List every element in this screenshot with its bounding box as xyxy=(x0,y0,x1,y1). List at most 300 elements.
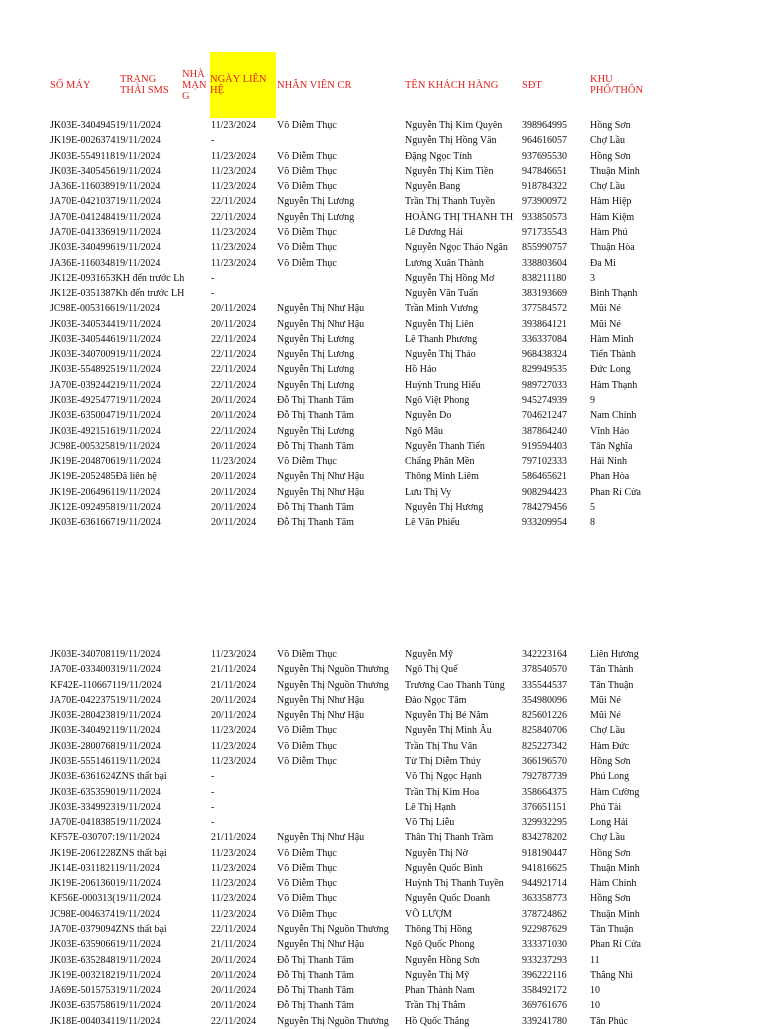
cell-nhan-vien[interactable]: Đỗ Thị Thanh Tâm xyxy=(277,954,354,966)
cell-so-may-trang-thai[interactable]: JK03E-554892519/11/2024 xyxy=(50,364,161,376)
table-row[interactable] xyxy=(0,891,768,906)
cell-ten-khach-hang[interactable]: Từ Thị Diễm Thúy xyxy=(405,755,481,767)
cell-sdt[interactable]: 792787739 xyxy=(522,771,567,783)
cell-ten-khach-hang[interactable]: Chẩng Phăn Mền xyxy=(405,456,475,468)
cell-khu-pho[interactable]: 9 xyxy=(590,395,595,407)
cell-nhan-vien[interactable]: Đỗ Thị Thanh Tâm xyxy=(277,517,354,529)
cell-ten-khach-hang[interactable]: HOÀNG THỊ THANH TH xyxy=(405,211,514,223)
cell-ngay-lien-he[interactable]: - xyxy=(211,801,215,813)
table-row[interactable] xyxy=(0,149,768,164)
cell-ngay-lien-he[interactable]: 11/23/2024 xyxy=(211,181,257,193)
cell-sdt[interactable]: 339241780 xyxy=(522,1015,567,1027)
cell-ten-khach-hang[interactable]: Trương Cao Thanh Tùng xyxy=(405,679,505,691)
cell-ngay-lien-he[interactable]: 20/11/2024 xyxy=(211,502,257,513)
cell-so-may-trang-thai[interactable]: JK03E-280076819/11/2024 xyxy=(50,740,161,752)
cell-ngay-lien-he[interactable]: 11/23/2024 xyxy=(211,150,257,162)
cell-ten-khach-hang[interactable]: Trần Thị Thanh Tuyền xyxy=(405,196,496,208)
table-row[interactable] xyxy=(0,1014,768,1029)
cell-khu-pho[interactable]: Phú Long xyxy=(590,771,630,783)
cell-nhan-vien[interactable]: Nguyễn Thị Nguồn Thương xyxy=(277,1015,389,1027)
cell-khu-pho[interactable]: Hồng Sơn xyxy=(590,755,631,767)
cell-nhan-vien[interactable]: Võ Diễm Thục xyxy=(277,257,337,269)
header-nhan-vien-cr[interactable]: NHÂN VIÊN CR xyxy=(277,79,352,91)
cell-khu-pho[interactable]: Mũi Né xyxy=(590,694,621,706)
cell-so-may-trang-thai[interactable]: JK19E-003218219/11/2024 xyxy=(50,969,161,981)
cell-khu-pho[interactable]: Thuận Minh xyxy=(590,862,640,874)
cell-nhan-vien[interactable]: Võ Diễm Thục xyxy=(277,120,337,131)
cell-sdt[interactable]: 354980096 xyxy=(522,694,567,706)
table-row[interactable] xyxy=(0,861,768,876)
cell-nhan-vien[interactable]: Nguyễn Thị Lương xyxy=(277,211,355,223)
table-row[interactable] xyxy=(0,439,768,454)
cell-khu-pho[interactable]: Tân Nghĩa xyxy=(590,440,633,452)
table-row[interactable] xyxy=(0,800,768,815)
cell-ngay-lien-he[interactable]: 20/11/2024 xyxy=(211,710,257,722)
cell-ngay-lien-he[interactable]: 21/11/2024 xyxy=(211,832,257,844)
cell-so-may-trang-thai[interactable]: JK03E-635004719/11/2024 xyxy=(50,410,161,422)
table-row[interactable] xyxy=(0,194,768,209)
cell-so-may-trang-thai[interactable]: JA70E-0379094ZNS thất bại xyxy=(50,924,167,936)
cell-ten-khach-hang[interactable]: Nguyễn Thị Hương xyxy=(405,502,484,513)
cell-sdt[interactable]: 964616057 xyxy=(522,135,567,147)
cell-ten-khach-hang[interactable]: Lê Thanh Phương xyxy=(405,333,478,345)
table-row[interactable] xyxy=(0,815,768,830)
cell-so-may-trang-thai[interactable]: JA70E-033400319/11/2024 xyxy=(50,664,161,676)
cell-khu-pho[interactable]: 5 xyxy=(590,502,595,513)
cell-ngay-lien-he[interactable]: 20/11/2024 xyxy=(211,969,257,981)
cell-ngay-lien-he[interactable]: 21/11/2024 xyxy=(211,664,257,676)
cell-ngay-lien-he[interactable]: - xyxy=(211,288,215,300)
cell-so-may-trang-thai[interactable]: JA70E-041336919/11/2024 xyxy=(50,226,161,238)
table-row[interactable] xyxy=(0,424,768,439)
cell-khu-pho[interactable]: Chợ Lầu xyxy=(590,135,626,147)
cell-sdt[interactable]: 369761676 xyxy=(522,1000,567,1012)
cell-ngay-lien-he[interactable]: 22/11/2024 xyxy=(211,349,257,361)
cell-so-may-trang-thai[interactable]: JK03E-340708119/11/2024 xyxy=(50,649,161,660)
cell-khu-pho[interactable]: Hồng Sơn xyxy=(590,847,631,859)
cell-khu-pho[interactable]: Mũi Né xyxy=(590,303,621,315)
cell-so-may-trang-thai[interactable]: JK03E-6361624ZNS thất bại xyxy=(50,771,167,783)
cell-sdt[interactable]: 378540570 xyxy=(522,664,567,676)
cell-ngay-lien-he[interactable]: 20/11/2024 xyxy=(211,1000,257,1012)
cell-ten-khach-hang[interactable]: VÕ LƯỢM xyxy=(405,908,452,920)
cell-ngay-lien-he[interactable]: 20/11/2024 xyxy=(211,517,257,529)
cell-nhan-vien[interactable]: Võ Diễm Thục xyxy=(277,847,337,859)
cell-khu-pho[interactable]: 3 xyxy=(590,272,595,284)
cell-khu-pho[interactable]: Phú Tài xyxy=(590,801,622,813)
table-row[interactable] xyxy=(0,693,768,708)
cell-khu-pho[interactable]: Liên Hương xyxy=(590,649,639,660)
header-so-may[interactable]: SỐ MÁY xyxy=(50,79,91,91)
cell-khu-pho[interactable]: Đức Long xyxy=(590,364,631,376)
cell-sdt[interactable]: 784279456 xyxy=(522,502,567,513)
cell-nhan-vien[interactable]: Võ Diễm Thục xyxy=(277,649,337,660)
cell-nhan-vien[interactable]: Nguyễn Thị Lương xyxy=(277,349,355,361)
cell-ngay-lien-he[interactable]: 22/11/2024 xyxy=(211,211,257,223)
cell-ten-khach-hang[interactable]: Thông Minh Liêm xyxy=(405,471,479,483)
cell-khu-pho[interactable]: Hàm Cường xyxy=(590,786,640,798)
cell-sdt[interactable]: 968438324 xyxy=(522,349,567,361)
table-row[interactable] xyxy=(0,922,768,937)
cell-nhan-vien[interactable]: Nguyễn Thị Lương xyxy=(277,379,355,391)
cell-nhan-vien[interactable]: Võ Diễm Thục xyxy=(277,878,337,890)
cell-ngay-lien-he[interactable]: 21/11/2024 xyxy=(211,939,257,951)
cell-khu-pho[interactable]: Phan Hòa xyxy=(590,471,630,483)
table-row[interactable] xyxy=(0,678,768,693)
cell-ngay-lien-he[interactable]: - xyxy=(211,786,215,798)
cell-ten-khach-hang[interactable]: Thân Thị Thanh Trầm xyxy=(405,832,494,844)
cell-nhan-vien[interactable]: Đỗ Thị Thanh Tâm xyxy=(277,395,354,407)
cell-ten-khach-hang[interactable]: Nguyễn Quốc Doanh xyxy=(405,893,490,905)
cell-nhan-vien[interactable]: Nguyễn Thị Như Hậu xyxy=(277,710,365,722)
cell-so-may-trang-thai[interactable]: JA69E-501575319/11/2024 xyxy=(50,985,161,997)
cell-so-may-trang-thai[interactable]: JA70E-042103719/11/2024 xyxy=(50,196,161,208)
cell-khu-pho[interactable]: 11 xyxy=(590,954,600,966)
cell-sdt[interactable]: 989727033 xyxy=(522,379,567,391)
table-row[interactable] xyxy=(0,301,768,316)
cell-khu-pho[interactable]: Mũi Né xyxy=(590,318,621,330)
cell-ten-khach-hang[interactable]: Đào Ngọc Tâm xyxy=(405,694,467,706)
cell-ngay-lien-he[interactable]: 20/11/2024 xyxy=(211,395,257,407)
cell-ten-khach-hang[interactable]: Nguyễn Thị Hồng Vân xyxy=(405,135,497,147)
cell-ten-khach-hang[interactable]: Nguyễn Ngọc Thảo Ngân xyxy=(405,242,508,254)
cell-so-may-trang-thai[interactable]: JA70E-041248419/11/2024 xyxy=(50,211,161,223)
cell-sdt[interactable]: 922987629 xyxy=(522,924,567,936)
cell-ngay-lien-he[interactable]: 20/11/2024 xyxy=(211,303,257,315)
cell-ngay-lien-he[interactable]: 11/23/2024 xyxy=(211,878,257,890)
table-row[interactable] xyxy=(0,907,768,922)
cell-khu-pho[interactable]: Phan Rí Cửa xyxy=(590,486,641,498)
table-row[interactable] xyxy=(0,647,768,662)
cell-so-may-trang-thai[interactable]: JA70E-041838519/11/2024 xyxy=(50,817,161,829)
cell-ngay-lien-he[interactable]: 20/11/2024 xyxy=(211,694,257,706)
cell-so-may-trang-thai[interactable]: JK03E-492547719/11/2024 xyxy=(50,395,161,407)
cell-nhan-vien[interactable]: Võ Diễm Thục xyxy=(277,242,337,254)
cell-khu-pho[interactable]: Tiến Thành xyxy=(590,349,636,361)
cell-nhan-vien[interactable]: Đỗ Thị Thanh Tâm xyxy=(277,985,354,997)
cell-ten-khach-hang[interactable]: Nguyễn Do xyxy=(405,410,452,422)
cell-sdt[interactable]: 336337084 xyxy=(522,333,567,345)
cell-ngay-lien-he[interactable]: 11/23/2024 xyxy=(211,908,257,920)
cell-khu-pho[interactable]: Tân Thành xyxy=(590,664,634,676)
table-row[interactable] xyxy=(0,723,768,738)
table-row[interactable] xyxy=(0,500,768,515)
cell-nhan-vien[interactable]: Võ Diễm Thục xyxy=(277,725,337,737)
cell-ten-khach-hang[interactable]: Nguyễn Thị Thảo xyxy=(405,349,476,361)
cell-so-may-trang-thai[interactable]: JK12E-092495819/11/2024 xyxy=(50,502,161,513)
cell-khu-pho[interactable]: Hồng Sơn xyxy=(590,120,631,131)
cell-sdt[interactable]: 825601226 xyxy=(522,710,567,722)
cell-so-may-trang-thai[interactable]: JK03E-340499619/11/2024 xyxy=(50,242,161,254)
cell-sdt[interactable]: 396222116 xyxy=(522,969,567,981)
cell-ten-khach-hang[interactable]: Huỳnh Thị Thanh Tuyền xyxy=(405,878,504,890)
cell-ten-khach-hang[interactable]: Ngô Quốc Phong xyxy=(405,939,475,951)
cell-ngay-lien-he[interactable]: 11/23/2024 xyxy=(211,725,257,737)
cell-ten-khach-hang[interactable]: Trần Thị Thu Vân xyxy=(405,740,478,752)
cell-nhan-vien[interactable]: Đỗ Thị Thanh Tâm xyxy=(277,1000,354,1012)
cell-nhan-vien[interactable]: Nguyễn Thị Như Hậu xyxy=(277,832,365,844)
cell-ngay-lien-he[interactable]: 22/11/2024 xyxy=(211,1015,257,1027)
table-row[interactable] xyxy=(0,133,768,148)
table-row[interactable] xyxy=(0,708,768,723)
cell-ten-khach-hang[interactable]: Trần Thị Kim Hoa xyxy=(405,786,480,798)
cell-ngay-lien-he[interactable]: 11/23/2024 xyxy=(211,226,257,238)
cell-sdt[interactable]: 855990757 xyxy=(522,242,567,254)
cell-nhan-vien[interactable]: Nguyễn Thị Lương xyxy=(277,196,355,208)
cell-ten-khach-hang[interactable]: Nguyễn Văn Tuấn xyxy=(405,288,479,300)
cell-nhan-vien[interactable]: Võ Diễm Thục xyxy=(277,181,337,193)
table-row[interactable] xyxy=(0,286,768,301)
cell-so-may-trang-thai[interactable]: JK12E-0931653KH đến trước Lh xyxy=(50,272,185,284)
cell-ten-khach-hang[interactable]: Nguyễn Mỹ xyxy=(405,649,454,660)
cell-ngay-lien-he[interactable]: - xyxy=(211,135,215,147)
cell-ten-khach-hang[interactable]: Lê Thị Hạnh xyxy=(405,801,456,813)
cell-ten-khach-hang[interactable]: Nguyễn Thanh Tiến xyxy=(405,440,485,452)
cell-ten-khach-hang[interactable]: Huỳnh Trung Hiếu xyxy=(405,379,481,391)
table-row[interactable] xyxy=(0,164,768,179)
cell-sdt[interactable]: 945274939 xyxy=(522,395,567,407)
table-row[interactable] xyxy=(0,378,768,393)
cell-sdt[interactable]: 937695530 xyxy=(522,150,567,162)
header-nha-mang[interactable]: NHÀ MẠNG xyxy=(182,68,207,102)
cell-so-may-trang-thai[interactable]: JK03E-340544619/11/2024 xyxy=(50,333,161,345)
cell-so-may-trang-thai[interactable]: JK03E-555146119/11/2024 xyxy=(50,755,161,767)
cell-khu-pho[interactable]: Tân Thuận xyxy=(590,679,634,691)
cell-ngay-lien-he[interactable]: 11/23/2024 xyxy=(211,242,257,254)
cell-sdt[interactable]: 383193669 xyxy=(522,288,567,300)
cell-so-may-trang-thai[interactable]: KF56E-000313(19/11/2024 xyxy=(50,893,161,905)
cell-khu-pho[interactable]: Tân Thuận xyxy=(590,924,634,936)
cell-sdt[interactable]: 586465621 xyxy=(522,471,567,483)
cell-so-may-trang-thai[interactable]: JK12E-0351387Kh đến trước LH xyxy=(50,288,185,300)
cell-khu-pho[interactable]: Chợ Lầu xyxy=(590,181,626,193)
cell-nhan-vien[interactable]: Võ Diễm Thục xyxy=(277,740,337,752)
table-row[interactable] xyxy=(0,393,768,408)
cell-khu-pho[interactable]: Phan Rí Cửa xyxy=(590,939,641,951)
cell-sdt[interactable]: 933237293 xyxy=(522,954,567,966)
table-row[interactable] xyxy=(0,210,768,225)
cell-sdt[interactable]: 797102333 xyxy=(522,456,567,468)
cell-ten-khach-hang[interactable]: Nguyễn Thị Mỹ xyxy=(405,969,470,981)
table-row[interactable] xyxy=(0,179,768,194)
cell-sdt[interactable]: 829949535 xyxy=(522,364,567,376)
cell-ngay-lien-he[interactable]: 20/11/2024 xyxy=(211,440,257,452)
table-row[interactable] xyxy=(0,769,768,784)
cell-so-may-trang-thai[interactable]: JK19E-2061228ZNS thất bại xyxy=(50,847,167,859)
cell-ten-khach-hang[interactable]: Lương Xuân Thành xyxy=(405,257,484,269)
cell-sdt[interactable]: 377584572 xyxy=(522,303,567,315)
cell-so-may-trang-thai[interactable]: JK19E-2052485Đã liên hệ xyxy=(50,471,157,483)
cell-so-may-trang-thai[interactable]: JA70E-042237519/11/2024 xyxy=(50,694,161,706)
cell-so-may-trang-thai[interactable]: JK19E-206136019/11/2024 xyxy=(50,878,161,890)
cell-nhan-vien[interactable]: Nguyễn Thị Lương xyxy=(277,425,355,437)
cell-ngay-lien-he[interactable]: 20/11/2024 xyxy=(211,985,257,997)
cell-ngay-lien-he[interactable]: 20/11/2024 xyxy=(211,486,257,498)
cell-khu-pho[interactable]: 10 xyxy=(590,985,600,997)
cell-nhan-vien[interactable]: Nguyễn Thị Như Hậu xyxy=(277,694,365,706)
cell-ten-khach-hang[interactable]: Nguyễn Thị Kim Quyên xyxy=(405,120,503,131)
cell-ten-khach-hang[interactable]: Đặng Ngọc Tính xyxy=(405,150,473,162)
table-row[interactable] xyxy=(0,225,768,240)
cell-ngay-lien-he[interactable]: 11/23/2024 xyxy=(211,847,257,859)
cell-ten-khach-hang[interactable]: Nguyễn Thị Hồng Mơ xyxy=(405,272,495,284)
cell-so-may-trang-thai[interactable]: JA70E-039244219/11/2024 xyxy=(50,379,161,391)
cell-nhan-vien[interactable]: Nguyễn Thị Lương xyxy=(277,364,355,376)
cell-so-may-trang-thai[interactable]: JK03E-280423819/11/2024 xyxy=(50,710,161,722)
table-row[interactable] xyxy=(0,662,768,677)
cell-nhan-vien[interactable]: Nguyễn Thị Như Hậu xyxy=(277,471,365,483)
cell-ten-khach-hang[interactable]: Ngô Việt Phong xyxy=(405,395,470,407)
cell-nhan-vien[interactable]: Võ Diễm Thục xyxy=(277,150,337,162)
cell-so-may-trang-thai[interactable]: KF57E-030707:19/11/2024 xyxy=(50,832,161,844)
table-row[interactable] xyxy=(0,469,768,484)
table-row[interactable] xyxy=(0,876,768,891)
cell-ngay-lien-he[interactable]: - xyxy=(211,771,215,783)
table-row[interactable] xyxy=(0,515,768,530)
cell-sdt[interactable]: 834278202 xyxy=(522,832,567,844)
cell-nhan-vien[interactable]: Nguyễn Thị Như Hậu xyxy=(277,486,365,498)
cell-so-may-trang-thai[interactable]: JK03E-334992319/11/2024 xyxy=(50,801,161,813)
cell-nhan-vien[interactable]: Võ Diễm Thục xyxy=(277,226,337,238)
cell-khu-pho[interactable]: Thuận Hòa xyxy=(590,242,635,254)
header-trang-thai-sms[interactable]: TRẠNG THÁI SMS xyxy=(120,74,169,96)
cell-ngay-lien-he[interactable]: 11/23/2024 xyxy=(211,165,257,177)
cell-ten-khach-hang[interactable]: Ngô Mâu xyxy=(405,425,444,437)
cell-nhan-vien[interactable]: Nguyễn Thị Lương xyxy=(277,333,355,345)
cell-sdt[interactable]: 363358773 xyxy=(522,893,567,905)
cell-ten-khach-hang[interactable]: Trần Thị Thắm xyxy=(405,1000,466,1012)
cell-nhan-vien[interactable]: Võ Diễm Thục xyxy=(277,456,337,468)
cell-so-may-trang-thai[interactable]: JK19E-002637419/11/2024 xyxy=(50,135,161,147)
table-row[interactable] xyxy=(0,317,768,332)
cell-khu-pho[interactable]: Chợ Lầu xyxy=(590,832,626,844)
table-row[interactable] xyxy=(0,454,768,469)
cell-ngay-lien-he[interactable]: 22/11/2024 xyxy=(211,379,257,391)
cell-so-may-trang-thai[interactable]: JK03E-635359019/11/2024 xyxy=(50,786,161,798)
cell-nhan-vien[interactable]: Nguyễn Thị Nguồn Thương xyxy=(277,924,389,936)
cell-ten-khach-hang[interactable]: Nguyễn Thị Bé Năm xyxy=(405,710,489,722)
cell-so-may-trang-thai[interactable]: JK18E-004034119/11/2024 xyxy=(50,1015,161,1027)
cell-khu-pho[interactable]: Hàm Hiệp xyxy=(590,196,632,208)
cell-nhan-vien[interactable]: Võ Diễm Thục xyxy=(277,893,337,905)
cell-khu-pho[interactable]: Đa Mi xyxy=(590,257,616,269)
cell-so-may-trang-thai[interactable]: JC98E-005316619/11/2024 xyxy=(50,303,161,315)
cell-sdt[interactable]: 366196570 xyxy=(522,755,567,767)
cell-ngay-lien-he[interactable]: 21/11/2024 xyxy=(211,679,257,691)
cell-nhan-vien[interactable]: Võ Diễm Thục xyxy=(277,165,337,177)
cell-ten-khach-hang[interactable]: Ngô Thị Quế xyxy=(405,664,458,676)
cell-khu-pho[interactable]: Hàm Phú xyxy=(590,226,628,238)
cell-so-may-trang-thai[interactable]: JK03E-340545619/11/2024 xyxy=(50,165,161,177)
table-row[interactable] xyxy=(0,332,768,347)
cell-ten-khach-hang[interactable]: Nguyễn Quốc Bình xyxy=(405,862,483,874)
cell-so-may-trang-thai[interactable]: JK03E-492151619/11/2024 xyxy=(50,425,161,437)
cell-khu-pho[interactable]: Vĩnh Hảo xyxy=(590,425,630,437)
cell-khu-pho[interactable]: Nam Chính xyxy=(590,410,637,422)
cell-ngay-lien-he[interactable]: 11/23/2024 xyxy=(211,456,257,468)
table-row[interactable] xyxy=(0,937,768,952)
cell-sdt[interactable]: 329932295 xyxy=(522,817,567,829)
cell-ten-khach-hang[interactable]: Nguyễn Thị Kim Tiền xyxy=(405,165,494,177)
cell-so-may-trang-thai[interactable]: JK19E-204870619/11/2024 xyxy=(50,456,161,468)
cell-ngay-lien-he[interactable]: 22/11/2024 xyxy=(211,364,257,376)
cell-sdt[interactable]: 941816625 xyxy=(522,862,567,874)
cell-ngay-lien-he[interactable]: 11/23/2024 xyxy=(211,649,257,660)
table-row[interactable] xyxy=(0,983,768,998)
cell-ngay-lien-he[interactable]: 22/11/2024 xyxy=(211,924,257,936)
cell-ngay-lien-he[interactable]: 20/11/2024 xyxy=(211,954,257,966)
cell-sdt[interactable]: 838211180 xyxy=(522,272,567,284)
cell-nhan-vien[interactable]: Võ Diễm Thục xyxy=(277,908,337,920)
cell-ngay-lien-he[interactable]: 11/23/2024 xyxy=(211,862,257,874)
cell-nhan-vien[interactable]: Nguyễn Thị Nguồn Thương xyxy=(277,664,389,676)
cell-sdt[interactable]: 944921714 xyxy=(522,878,567,890)
cell-khu-pho[interactable]: Hàm Kiệm xyxy=(590,211,635,223)
cell-khu-pho[interactable]: Thuận Minh xyxy=(590,908,640,920)
table-row[interactable] xyxy=(0,118,768,133)
cell-ngay-lien-he[interactable]: 20/11/2024 xyxy=(211,318,257,330)
cell-nhan-vien[interactable]: Đỗ Thị Thanh Tâm xyxy=(277,969,354,981)
cell-ten-khach-hang[interactable]: Lê Văn Phiếu xyxy=(405,517,460,529)
cell-ten-khach-hang[interactable]: Nguyễn Thị Liên xyxy=(405,318,474,330)
cell-sdt[interactable]: 398964995 xyxy=(522,120,567,131)
cell-sdt[interactable]: 971735543 xyxy=(522,226,567,238)
cell-ngay-lien-he[interactable]: 11/23/2024 xyxy=(211,257,257,269)
cell-sdt[interactable]: 947846651 xyxy=(522,165,567,177)
cell-sdt[interactable]: 825227342 xyxy=(522,740,567,752)
table-row[interactable] xyxy=(0,830,768,845)
cell-ngay-lien-he[interactable]: - xyxy=(211,817,215,829)
cell-so-may-trang-thai[interactable]: JA36E-116038919/11/2024 xyxy=(50,181,161,193)
cell-sdt[interactable]: 704621247 xyxy=(522,410,567,422)
cell-sdt[interactable]: 919594403 xyxy=(522,440,567,452)
cell-nhan-vien[interactable]: Đỗ Thị Thanh Tâm xyxy=(277,410,354,422)
header-ten-khach-hang[interactable]: TÊN KHÁCH HÀNG xyxy=(405,79,499,91)
header-ngay-lien-he[interactable]: NGÀY LIÊN HỆ xyxy=(210,52,276,118)
cell-sdt[interactable]: 338803604 xyxy=(522,257,567,269)
cell-so-may-trang-thai[interactable]: JC98E-004637419/11/2024 xyxy=(50,908,161,920)
cell-so-may-trang-thai[interactable]: JK03E-635758619/11/2024 xyxy=(50,1000,161,1012)
cell-ten-khach-hang[interactable]: Nguyễn Hồng Sơn xyxy=(405,954,480,966)
cell-khu-pho[interactable]: Chợ Lầu xyxy=(590,725,626,737)
table-row[interactable] xyxy=(0,256,768,271)
cell-sdt[interactable]: 918784322 xyxy=(522,181,567,193)
cell-sdt[interactable]: 378724862 xyxy=(522,908,567,920)
cell-ngay-lien-he[interactable]: 22/11/2024 xyxy=(211,196,257,208)
table-row[interactable] xyxy=(0,846,768,861)
cell-ten-khach-hang[interactable]: Hồ Hảo xyxy=(405,364,437,376)
cell-sdt[interactable]: 335544537 xyxy=(522,679,567,691)
cell-sdt[interactable]: 918190447 xyxy=(522,847,567,859)
table-row[interactable] xyxy=(0,271,768,286)
table-row[interactable] xyxy=(0,408,768,423)
cell-sdt[interactable]: 358664375 xyxy=(522,786,567,798)
table-row[interactable] xyxy=(0,968,768,983)
cell-ten-khach-hang[interactable]: Trần Minh Vương xyxy=(405,303,478,315)
cell-nhan-vien[interactable]: Võ Diễm Thục xyxy=(277,862,337,874)
cell-sdt[interactable]: 342223164 xyxy=(522,649,567,660)
cell-ten-khach-hang[interactable]: Nguyễn Bang xyxy=(405,181,461,193)
cell-ten-khach-hang[interactable]: Lưu Thị Vy xyxy=(405,486,452,498)
cell-so-may-trang-thai[interactable]: KF42E-110667119/11/2024 xyxy=(50,679,162,691)
cell-nhan-vien[interactable]: Nguyễn Thị Như Hậu xyxy=(277,939,365,951)
cell-sdt[interactable]: 358492172 xyxy=(522,985,567,997)
cell-ten-khach-hang[interactable]: Thông Thị Hồng xyxy=(405,924,473,936)
cell-khu-pho[interactable]: Long Hải xyxy=(590,817,629,829)
table-row[interactable] xyxy=(0,240,768,255)
cell-sdt[interactable]: 908294423 xyxy=(522,486,567,498)
cell-ten-khach-hang[interactable]: Hồ Quốc Thắng xyxy=(405,1015,470,1027)
